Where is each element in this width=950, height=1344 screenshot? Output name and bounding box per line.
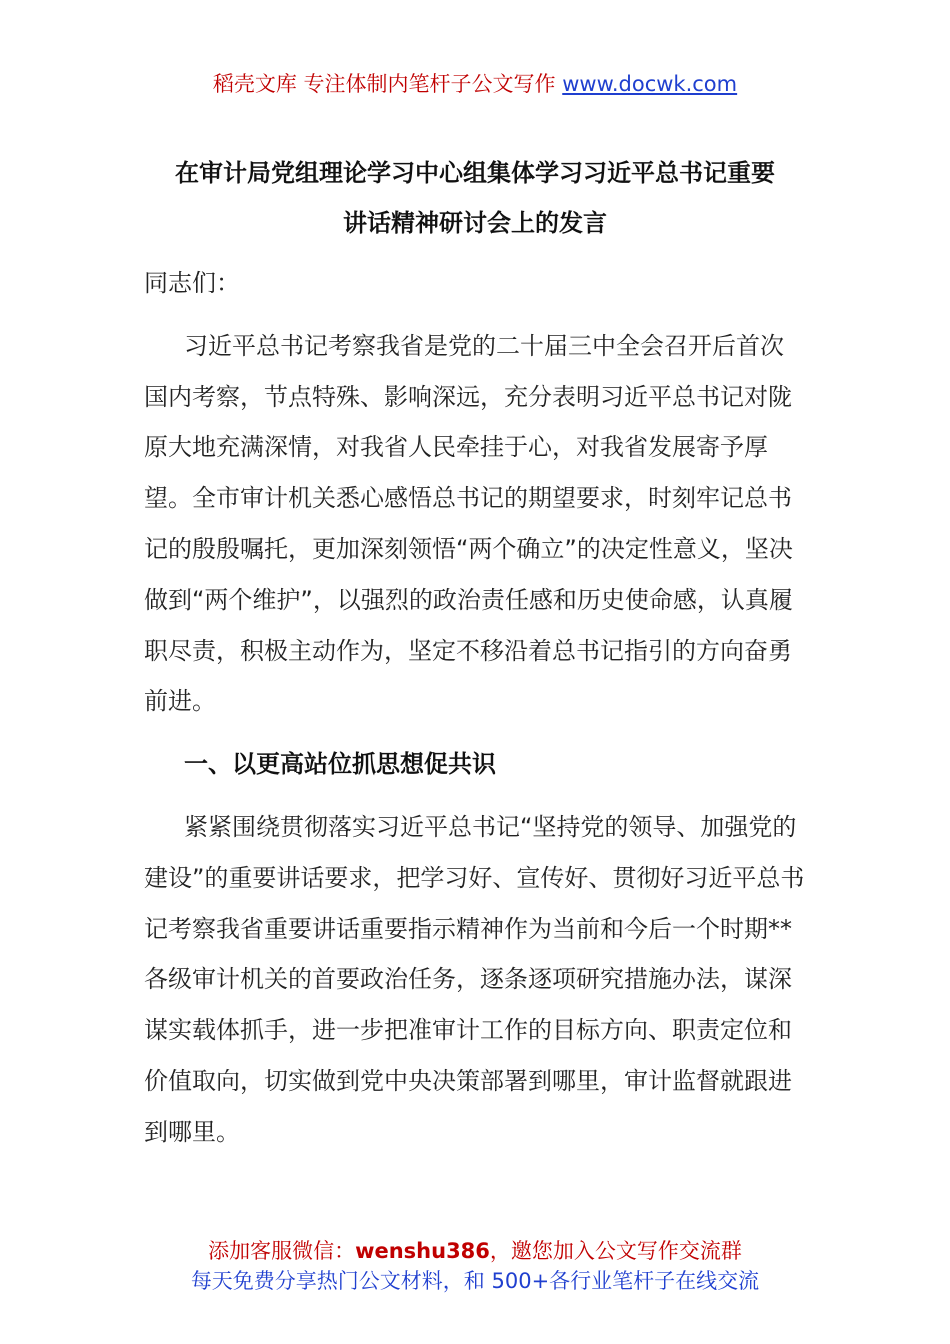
document-body [144, 258, 806, 1158]
footer-wechat-suffix: ，邀您加入公文写作交流群 [489, 1239, 742, 1263]
title-line-2: 讲话精神研讨会上的发言 [343, 209, 607, 237]
site-url-link[interactable]: www.docwk.com [562, 72, 738, 96]
footer-wechat-id: wenshu386 [355, 1239, 490, 1263]
section-heading-1: 一、以更高站位抓思想促共识 [184, 750, 496, 779]
footer-line-1 [0, 1236, 950, 1266]
paragraph-2: 紧紧围绕贯彻落实习近平总书记“坚持党的领导、加强党的建设”的重要讲话要求，把学习好、宣传好、贯彻好习近平总书记考察我省重要讲话重要指示精神作为当前和今后一个时期**各级审计机关的首要政治任务，逐条逐项研究措施办法，谋深谋实载体抓手，进一步把准审计工作的目标方向、职责定位和价值取向，切实做到党中央决策部署到哪里，审计监督就跟进到哪里。 [144, 812, 805, 1146]
footer-wechat-prefix: 添加客服微信： [208, 1239, 356, 1263]
footer-line-2: 每天免费分享热门公文材料，和 500+各行业笔杆子在线交流 [190, 1269, 760, 1293]
site-header [0, 70, 950, 98]
site-slogan: 稻壳文库 专注体制内笔杆子公文写作 [212, 72, 556, 96]
salutation: 同志们： [144, 269, 240, 297]
title-line-1: 在审计局党组理论学习中心组集体学习习近平总书记重要 [175, 159, 775, 187]
document-title [120, 148, 830, 248]
promo-footer [0, 1236, 950, 1296]
paragraph-1: 习近平总书记考察我省是党的二十届三中全会召开后首次国内考察，节点特殊、影响深远，充分表明习近平总书记对陇原大地充满深情，对我省人民牵挂于心，对我省发展寄予厚望。全市审计机关悉心感悟总书记的期望要求，时刻牢记总书记的殷殷嘱托，更加深刻领悟“两个确立”的决定性意义，坚决做到“两个维护”，以强烈的政治责任感和历史使命感，认真履职尽责，积极主动作为，坚定不移沿着总书记指引的方向奋勇前进。 [144, 331, 793, 716]
